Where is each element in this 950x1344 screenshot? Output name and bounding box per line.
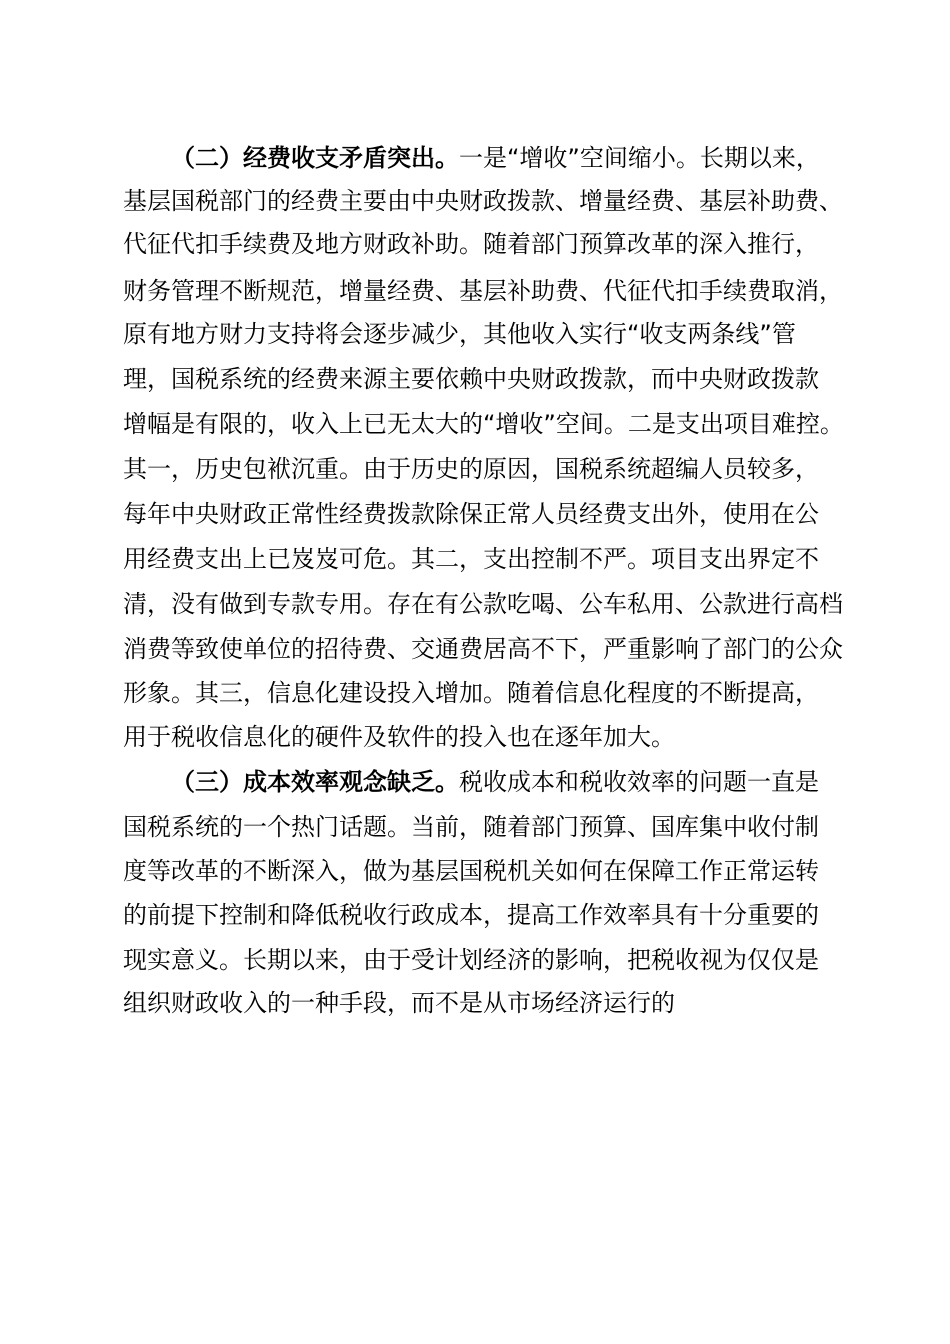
paragraph-1-line-2: 基层国税部门的经费主要由中央财政拨款、增量经费、基层补助费、 <box>123 187 843 215</box>
paragraph-1-line-12: 消费等致使单位的招待费、交通费居高不下，严重影响了部门的公众 <box>123 635 843 663</box>
paragraph-1-line-9: 每年中央财政正常性经费拨款除保正常人员经费支出外，使用在公 <box>123 500 819 528</box>
paragraph-2-line-6: 组织财政收入的一种手段，而不是从市场经济运行的 <box>123 989 675 1017</box>
paragraph-2-line-1 <box>171 767 819 797</box>
paragraph-1-line-4: 财务管理不断规范，增量经费、基层补助费、代征代扣手续费取消， <box>123 277 843 305</box>
paragraph-1-line-1 <box>171 143 820 173</box>
paragraph-1-line-7: 增幅是有限的，收入上已无太大的“增收”空间。二是支出项目难控。 <box>123 410 844 438</box>
paragraph-2-line-4: 的前提下控制和降低税收行政成本，提高工作效率具有十分重要的 <box>123 901 819 929</box>
paragraph-2-line-5: 现实意义。长期以来，由于受计划经济的影响，把税收视为仅仅是 <box>123 946 819 974</box>
paragraph-2-line-2: 国税系统的一个热门话题。当前，随着部门预算、国库集中收付制 <box>123 813 819 841</box>
paragraph-1-line-10: 用经费支出上已岌岌可危。其二，支出控制不严。项目支出界定不 <box>123 545 819 573</box>
paragraph-1-text: 一是“增收”空间缩小。长期以来， <box>459 144 820 172</box>
paragraph-1-line-11: 清，没有做到专款专用。存在有公款吃喝、公车私用、公款进行高档 <box>123 590 843 618</box>
paragraph-1-line-14: 用于税收信息化的硬件及软件的投入也在逐年加大。 <box>123 723 675 751</box>
paragraph-1-line-5: 原有地方财力支持将会逐步减少，其他收入实行“收支两条线”管 <box>123 320 796 348</box>
paragraph-2-line-3: 度等改革的不断深入，做为基层国税机关如何在保障工作正常运转 <box>123 857 819 885</box>
paragraph-2-text: 税收成本和税收效率的问题一直是 <box>459 768 819 796</box>
paragraph-1-line-8: 其一，历史包袱沉重。由于历史的原因，国税系统超编人员较多， <box>123 455 819 483</box>
paragraph-1-line-6: 理，国税系统的经费来源主要依赖中央财政拨款，而中央财政拨款 <box>123 365 819 393</box>
paragraph-2-heading: （三）成本效率观念缺乏。 <box>171 768 459 796</box>
paragraph-1-line-13: 形象。其三，信息化建设投入增加。随着信息化程度的不断提高， <box>123 679 819 707</box>
paragraph-1-line-3: 代征代扣手续费及地方财政补助。随着部门预算改革的深入推行， <box>123 230 819 258</box>
paragraph-1-heading: （二）经费收支矛盾突出。 <box>171 144 459 172</box>
